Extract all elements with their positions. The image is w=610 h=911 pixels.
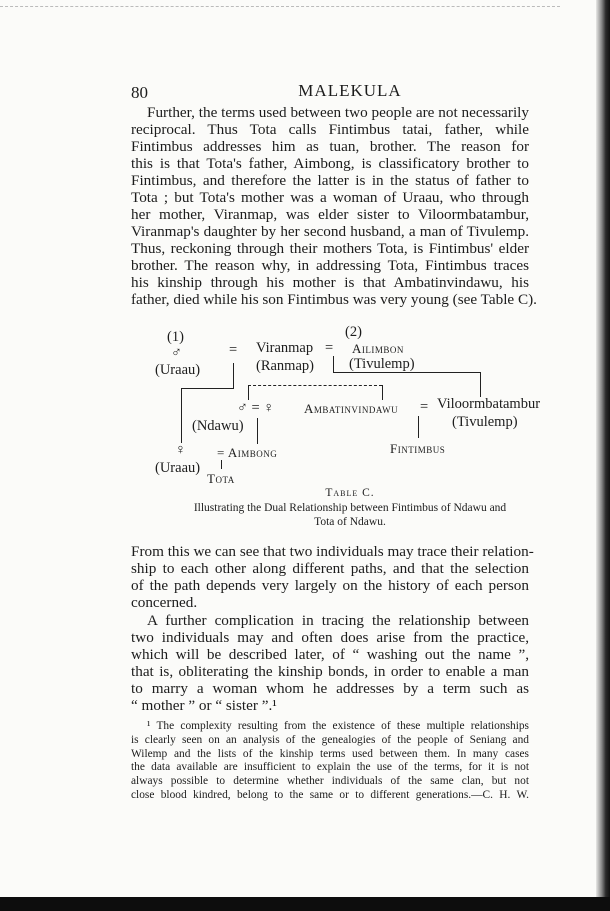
clan-uraau: (Uraau) (155, 362, 201, 378)
clan-uraau: (Uraau) (155, 460, 201, 476)
page-edge-line (0, 6, 560, 7)
text-line: concerned. (131, 594, 198, 611)
marker-2: (2) (345, 324, 362, 340)
table-caption: Illustrating the Dual Relationship between Fintimbus of Ndawu and (193, 502, 507, 514)
text-line: Tota ; but Tota's mother was a woman of Uraau, who through (131, 189, 529, 206)
marriage-sign: = (420, 399, 429, 415)
text-line: that is, obliterating the kinship bonds, in order to enable a man (131, 663, 529, 680)
text-line: reciprocal. Thus Tota calls Fintimbus tatai, father, while (131, 121, 529, 138)
tota: Tota (207, 471, 235, 486)
couple-symbols: ♂ = ♀ (237, 400, 275, 416)
footnote (131, 720, 529, 803)
text-line: “ mother ” or “ sister ”.¹ (131, 697, 277, 714)
ambatinvindawu: Ambatinvindawu (304, 401, 399, 416)
text-line: the data available are insufficient to explain the use of the terms, for it is not (131, 761, 529, 774)
line (181, 388, 234, 389)
text-line: From this we can see that two individuals may trace their relation- (131, 543, 534, 560)
line (221, 460, 222, 469)
text-line: close blood kindred, belong to the same or to different generations.—C. H. W. (131, 788, 529, 801)
line (382, 385, 383, 400)
text-line: Wilemp and the lists of the kinship terms used between them. In many cases (131, 747, 529, 760)
book-binding-edge (596, 0, 610, 911)
marriage-sign: = (325, 340, 334, 356)
text-line: brother. The reason why, in addressing Tota, Fintimbus traces (131, 257, 529, 274)
viranmap: Viranmap (256, 340, 314, 356)
female-symbol: ♀ (175, 442, 186, 458)
fintimbus: Fintimbus (390, 441, 446, 456)
text-line: father, died while his son Fintimbus was very young (see Table C). (131, 291, 537, 308)
table-caption: Tota of Ndawu. (314, 516, 386, 528)
line (181, 388, 182, 443)
line (333, 356, 334, 372)
text-line: Viranmap's daughter by her second husband, a man of Tivulemp. (131, 223, 529, 240)
line (333, 372, 481, 373)
line (248, 385, 249, 400)
table-title: Table C. (325, 487, 375, 499)
clan-tivulemp: (Tivulemp) (349, 356, 415, 372)
page-number: 80 (131, 83, 148, 102)
marker-1: (1) (167, 329, 184, 345)
ranmap: (Ranmap) (256, 358, 314, 374)
scan-bottom-edge (0, 897, 610, 911)
text-line: Fintimbus, and therefore the latter is in the status of father to (131, 172, 529, 189)
text-line: always possible to determine whether individuals of the same clan, but not (131, 775, 529, 788)
text-line: Thus, reckoning through their mothers Tota, is Fintimbus' elder (131, 240, 529, 257)
text-line: ¹ The complexity resulting from the existence of these multiple relationships (147, 720, 529, 732)
text-line: which will be described later, of “ washing out the name ”, (131, 646, 529, 663)
aimbong: = Aimbong (217, 445, 278, 460)
text-line: Fintimbus addresses him as tuan, brother. The reason for (131, 138, 529, 155)
paragraph-1 (131, 104, 537, 308)
clan-ndawu: (Ndawu) (192, 418, 244, 434)
marriage-sign: = (229, 342, 238, 358)
running-head: MALEKULA (298, 81, 402, 100)
text-line: is clearly seen on an analysis of the genealogies of the people of Seniang and (131, 733, 529, 746)
clan-tivulemp: (Tivulemp) (452, 414, 518, 430)
text-line: his kinship through his mother is that Ambatinvindawu, his (131, 274, 529, 291)
text-line: to marry a woman whom he addresses by a term such as (131, 680, 529, 697)
paragraph-2 (131, 543, 534, 611)
line (257, 418, 258, 444)
text-line: A further complication in tracing the relationship between (147, 612, 529, 629)
text-line: this is that Tota's father, Aimbong, is classificatory brother to (131, 155, 529, 172)
ailimbon: Ailimbon (352, 341, 404, 356)
line (418, 416, 419, 438)
text-line: of the path depends very largely on the history of each person (131, 577, 529, 594)
male-symbol: ♂ (171, 345, 182, 361)
paragraph-3 (131, 612, 529, 714)
viloormbatambur: Viloormbatambur (437, 396, 541, 412)
line (480, 372, 481, 397)
text-line: two individuals may and often does arise from the practice, (131, 629, 529, 646)
text-line: Further, the terms used between two people are not necessarily (147, 104, 529, 121)
line (233, 363, 234, 388)
text-line: ship to each other along different paths, and that the selection (131, 560, 529, 577)
dashed-line (248, 385, 382, 386)
text-line: her mother, Viranmap, was elder sister to Viloormbatambur, (131, 206, 529, 223)
